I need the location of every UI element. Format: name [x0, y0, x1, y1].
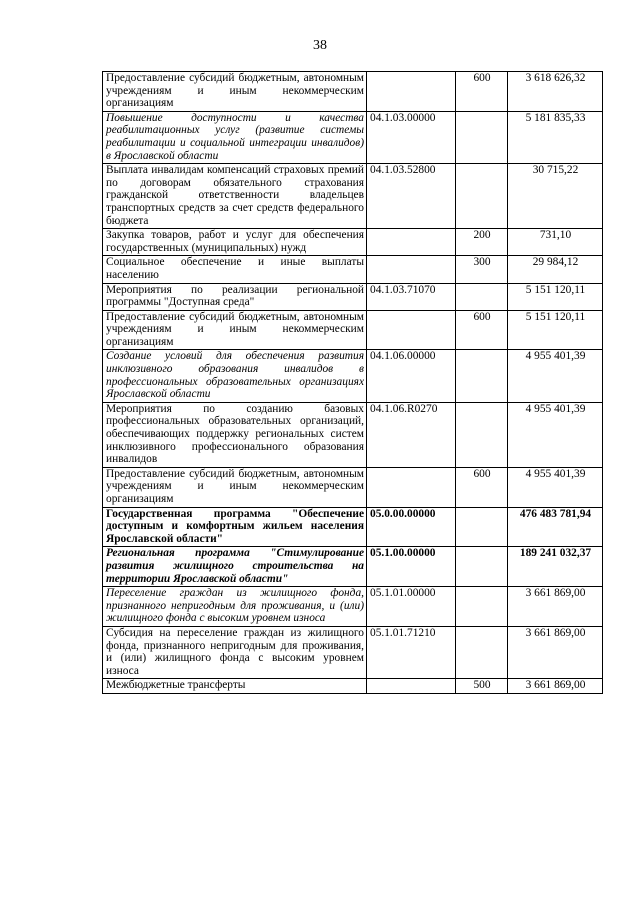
table-row: [103, 283, 603, 310]
expense-type-cell: [456, 350, 508, 402]
table-row: [103, 507, 603, 547]
expense-type-cell: [456, 587, 508, 627]
expense-type-cell: [456, 111, 508, 163]
table-row: [103, 229, 603, 256]
table-row: [103, 547, 603, 587]
amount-cell: 3 618 626,32: [508, 72, 603, 112]
table-row: [103, 587, 603, 627]
item-name-cell: Предоставление субсидий бюджетным, автономным учреждениям и иным некоммерческим организациям: [103, 467, 367, 507]
amount-cell: 29 984,12: [508, 256, 603, 283]
table-row: [103, 72, 603, 112]
amount-cell: 3 661 869,00: [508, 587, 603, 627]
table-row: [103, 256, 603, 283]
table-row: [103, 402, 603, 467]
item-name-cell: Межбюджетные трансферты: [103, 679, 367, 694]
item-name-cell: Создание условий для обеспечения развития инклюзивного образования инвалидов в профессиональных образовательных организациях Ярославской области: [103, 350, 367, 402]
target-article-code-cell: [367, 256, 456, 283]
target-article-code-cell: [367, 467, 456, 507]
amount-cell: 3 661 869,00: [508, 626, 603, 678]
expense-type-cell: [456, 402, 508, 467]
expense-type-cell: [456, 626, 508, 678]
amount-cell: 5 181 835,33: [508, 111, 603, 163]
item-name-cell: Субсидия на переселение граждан из жилищного фонда, признанного непригодным для проживания, и (или) жилищного фонда с высоким уровнем износа: [103, 626, 367, 678]
expense-type-cell: [456, 547, 508, 587]
item-name-cell: Государственная программа "Обеспечение доступным и комфортным жильем населения Ярославской области": [103, 507, 367, 547]
expense-type-cell: 500: [456, 679, 508, 694]
page-number: 38: [313, 38, 327, 53]
expense-type-cell: [456, 164, 508, 229]
target-article-code-cell: [367, 679, 456, 694]
expense-type-cell: [456, 283, 508, 310]
target-article-code-cell: 05.0.00.00000: [367, 507, 456, 547]
expense-type-cell: 300: [456, 256, 508, 283]
amount-cell: 189 241 032,37: [508, 547, 603, 587]
target-article-code-cell: 05.1.00.00000: [367, 547, 456, 587]
item-name-cell: Предоставление субсидий бюджетным, автономным учреждениям и иным некоммерческим организациям: [103, 72, 367, 112]
amount-cell: 30 715,22: [508, 164, 603, 229]
table-row: [103, 626, 603, 678]
item-name-cell: Переселение граждан из жилищного фонда, признанного непригодным для проживания, и (или) жилищного фонда с высоким уровнем износа: [103, 587, 367, 627]
amount-cell: 476 483 781,94: [508, 507, 603, 547]
expense-type-cell: [456, 507, 508, 547]
target-article-code-cell: 04.1.03.00000: [367, 111, 456, 163]
target-article-code-cell: 04.1.06.00000: [367, 350, 456, 402]
amount-cell: 5 151 120,11: [508, 310, 603, 350]
target-article-code-cell: 04.1.06.R0270: [367, 402, 456, 467]
target-article-code-cell: 04.1.03.71070: [367, 283, 456, 310]
target-article-code-cell: [367, 310, 456, 350]
amount-cell: 3 661 869,00: [508, 679, 603, 694]
expense-type-cell: 600: [456, 310, 508, 350]
table-row: [103, 310, 603, 350]
item-name-cell: Мероприятия по созданию базовых профессиональных образовательных организаций, обеспечивающих поддержку региональных систем инклюзивного профессионального образования инвалидов: [103, 402, 367, 467]
expense-type-cell: 200: [456, 229, 508, 256]
target-article-code-cell: 04.1.03.52800: [367, 164, 456, 229]
target-article-code-cell: [367, 229, 456, 256]
item-name-cell: Предоставление субсидий бюджетным, автономным учреждениям и иным некоммерческим организациям: [103, 310, 367, 350]
item-name-cell: Повышение доступности и качества реабилитационных услуг (развитие системы реабилитации и социальной интеграции инвалидов) в Ярославской области: [103, 111, 367, 163]
item-name-cell: Выплата инвалидам компенсаций страховых премий по договорам обязательного страхования гражданской ответственности владельцев транспортных средств за счет средств федерального бюджета: [103, 164, 367, 229]
amount-cell: 4 955 401,39: [508, 467, 603, 507]
table-row: [103, 164, 603, 229]
table-row: [103, 350, 603, 402]
budget-table-body: [103, 72, 603, 694]
table-row: [103, 679, 603, 694]
amount-cell: 4 955 401,39: [508, 402, 603, 467]
table-row: [103, 111, 603, 163]
item-name-cell: Социальное обеспечение и иные выплаты населению: [103, 256, 367, 283]
amount-cell: 4 955 401,39: [508, 350, 603, 402]
amount-cell: 731,10: [508, 229, 603, 256]
item-name-cell: Закупка товаров, работ и услуг для обеспечения государственных (муниципальных) нужд: [103, 229, 367, 256]
target-article-code-cell: [367, 72, 456, 112]
item-name-cell: Мероприятия по реализации региональной программы "Доступная среда": [103, 283, 367, 310]
expense-type-cell: 600: [456, 467, 508, 507]
target-article-code-cell: 05.1.01.71210: [367, 626, 456, 678]
expense-type-cell: 600: [456, 72, 508, 112]
item-name-cell: Региональная программа "Стимулирование развития жилищного строительства на территории Ярославской области": [103, 547, 367, 587]
amount-cell: 5 151 120,11: [508, 283, 603, 310]
budget-table: [102, 71, 603, 694]
target-article-code-cell: 05.1.01.00000: [367, 587, 456, 627]
table-row: [103, 467, 603, 507]
